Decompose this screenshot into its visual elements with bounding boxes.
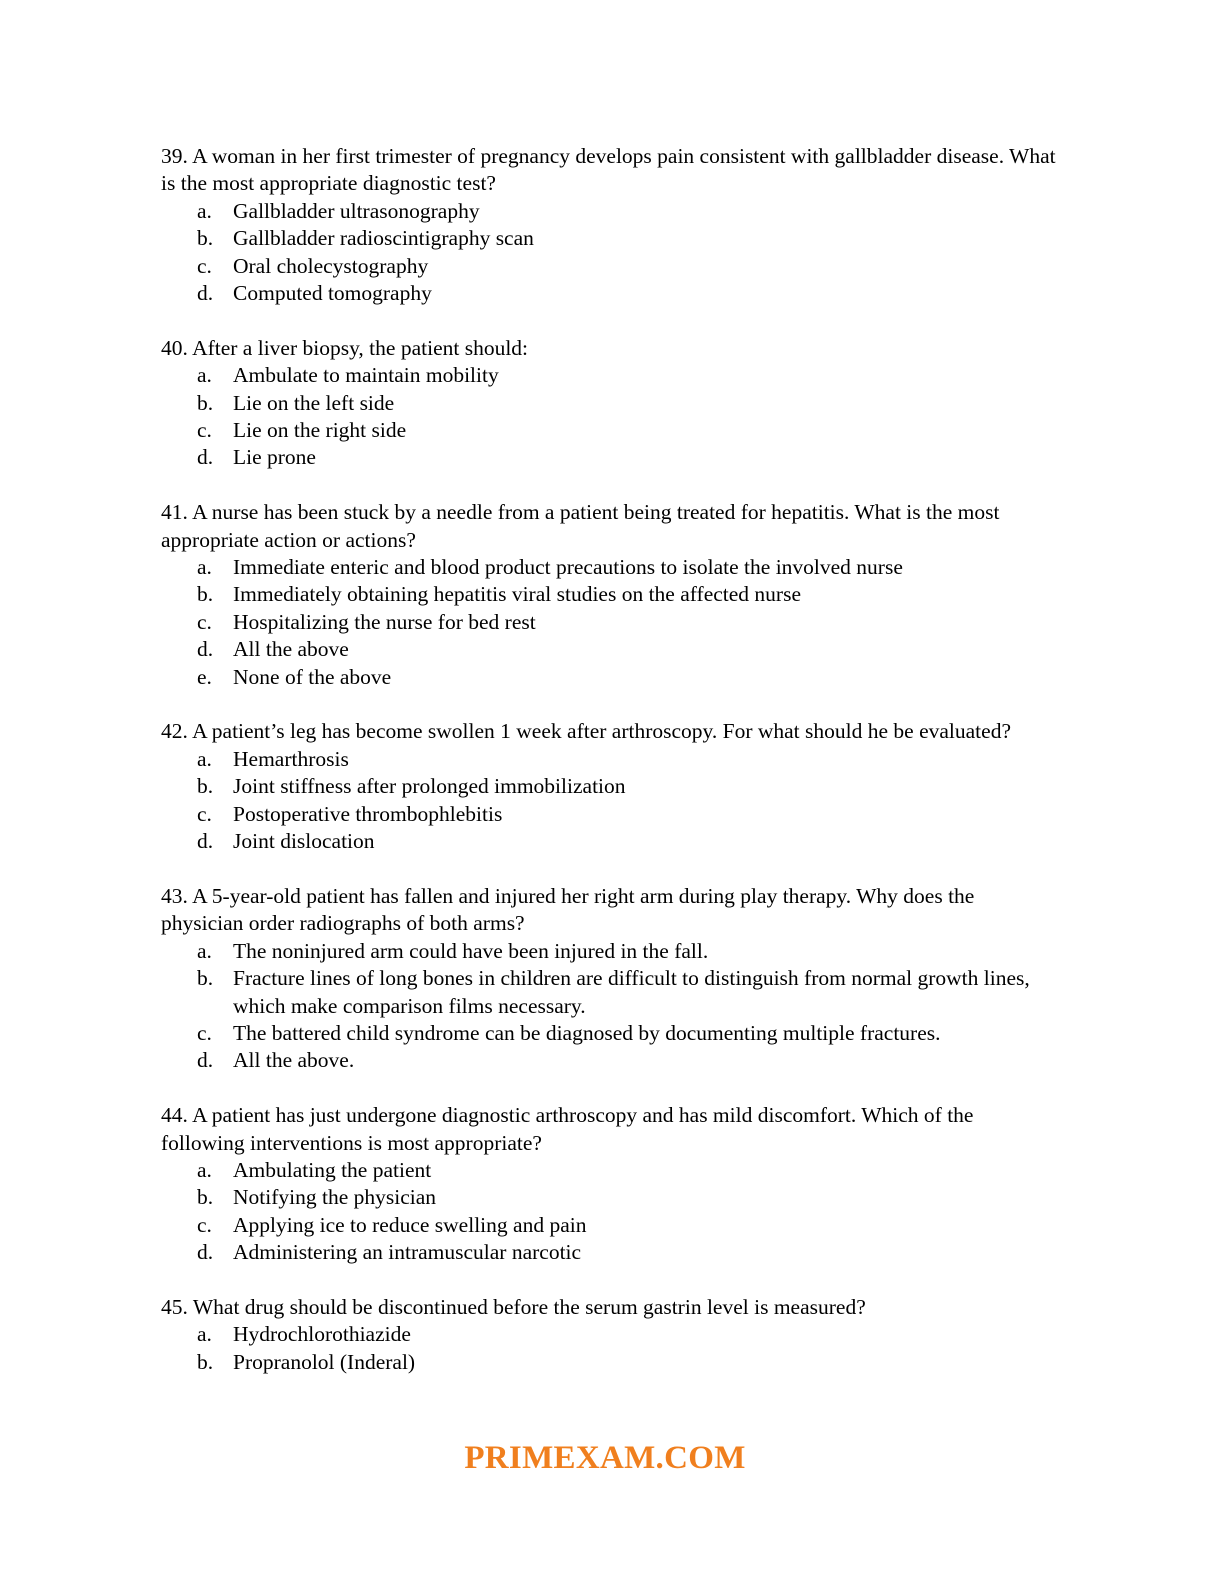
option-letter: b. xyxy=(197,1185,214,1210)
option-text: Ambulate to maintain mobility xyxy=(233,363,499,388)
option-item xyxy=(161,390,1061,417)
option-list xyxy=(161,198,1061,308)
option-item xyxy=(161,225,1061,252)
option-item xyxy=(161,198,1061,225)
question-stem: 42. A patient’s leg has become swollen 1 week after arthroscopy. For what should he be evaluated? xyxy=(161,719,1011,744)
option-text: Hemarthrosis xyxy=(233,746,349,771)
option-text: Lie prone xyxy=(233,445,316,470)
option-letter: c. xyxy=(197,1020,212,1045)
option-letter: b. xyxy=(197,226,214,251)
option-letter: a. xyxy=(197,363,212,388)
option-list xyxy=(161,1321,1061,1376)
option-item xyxy=(161,938,1061,965)
option-item xyxy=(161,1349,1061,1376)
option-item xyxy=(161,1047,1061,1074)
option-letter: a. xyxy=(197,1322,212,1347)
option-item xyxy=(161,965,1061,1020)
question-42 xyxy=(161,718,1061,855)
option-item xyxy=(161,1184,1061,1211)
option-letter: c. xyxy=(197,418,212,443)
option-letter: a. xyxy=(197,746,212,771)
option-text: Hospitalizing the nurse for bed rest xyxy=(233,609,536,634)
option-text: The noninjured arm could have been injured in the fall. xyxy=(233,938,709,963)
option-letter: b. xyxy=(197,966,214,991)
option-item xyxy=(161,1157,1061,1184)
option-item xyxy=(161,664,1061,691)
option-letter: c. xyxy=(197,801,212,826)
option-text: Postoperative thrombophlebitis xyxy=(233,801,503,826)
option-list xyxy=(161,1157,1061,1267)
question-39 xyxy=(161,143,1061,307)
question-43 xyxy=(161,883,1061,1075)
option-text: Joint stiffness after prolonged immobilization xyxy=(233,774,626,799)
option-item xyxy=(161,581,1061,608)
question-stem: 39. A woman in her first trimester of pregnancy develops pain consistent with gallbladder disease. What is the most appropriate diagnostic test? xyxy=(161,144,1056,196)
option-item xyxy=(161,554,1061,581)
question-41 xyxy=(161,499,1061,691)
option-letter: d. xyxy=(197,1240,214,1265)
option-item xyxy=(161,253,1061,280)
option-text: None of the above xyxy=(233,664,392,689)
option-text: Fracture lines of long bones in children are difficult to distinguish from normal growth lines, which make comparison films necessary. xyxy=(233,966,1030,1018)
option-letter: b. xyxy=(197,390,214,415)
question-stem: 43. A 5-year-old patient has fallen and injured her right arm during play therapy. Why does the physician order radiographs of both arms? xyxy=(161,883,975,936)
option-text: Gallbladder ultrasonography xyxy=(233,198,480,223)
question-stem: 44. A patient has just undergone diagnostic arthroscopy and has mild discomfort. Which of the following interventions is most appropriate? xyxy=(161,1103,974,1155)
option-letter: d. xyxy=(197,1048,214,1073)
option-text: Immediate enteric and blood product precautions to isolate the involved nurse xyxy=(233,555,903,580)
option-text: Hydrochlorothiazide xyxy=(233,1322,411,1347)
option-letter: c. xyxy=(197,253,212,278)
question-stem: 41. A nurse has been stuck by a needle from a patient being treated for hepatitis. What is the most appropriate action or actions? xyxy=(161,500,1000,552)
option-item xyxy=(161,362,1061,389)
option-letter: d. xyxy=(197,281,214,306)
option-text: Applying ice to reduce swelling and pain xyxy=(233,1212,587,1237)
question-list xyxy=(161,143,1061,1376)
question-44 xyxy=(161,1102,1061,1266)
option-item xyxy=(161,444,1061,471)
option-item xyxy=(161,1020,1061,1047)
option-item xyxy=(161,1212,1061,1239)
option-text: The battered child syndrome can be diagnosed by documenting multiple fractures. xyxy=(233,1020,941,1045)
question-40 xyxy=(161,335,1061,472)
question-45 xyxy=(161,1294,1061,1376)
option-item xyxy=(161,828,1061,855)
option-letter: b. xyxy=(197,582,214,607)
option-text: Immediately obtaining hepatitis viral studies on the affected nurse xyxy=(233,582,801,607)
option-item xyxy=(161,609,1061,636)
option-item xyxy=(161,280,1061,307)
question-stem: 45. What drug should be discontinued before the serum gastrin level is measured? xyxy=(161,1294,866,1319)
option-text: Lie on the right side xyxy=(233,418,407,443)
footer-watermark: PRIMEXAM.COM xyxy=(464,1440,746,1476)
option-letter: d. xyxy=(197,637,214,662)
option-text: Administering an intramuscular narcotic xyxy=(233,1240,582,1265)
question-stem: 40. After a liver biopsy, the patient should: xyxy=(161,335,529,360)
option-letter: a. xyxy=(197,938,212,963)
option-list xyxy=(161,746,1061,856)
option-letter: a. xyxy=(197,198,212,223)
option-letter: d. xyxy=(197,445,214,470)
option-item xyxy=(161,1239,1061,1266)
option-text: Gallbladder radioscintigraphy scan xyxy=(233,226,534,251)
option-letter: c. xyxy=(197,1212,212,1237)
option-item xyxy=(161,801,1061,828)
option-text: Joint dislocation xyxy=(233,829,375,854)
option-letter: b. xyxy=(197,774,214,799)
option-letter: e. xyxy=(197,664,212,689)
option-text: All the above xyxy=(233,637,349,662)
option-text: Notifying the physician xyxy=(233,1185,437,1210)
option-item xyxy=(161,1321,1061,1348)
option-letter: d. xyxy=(197,829,214,854)
option-list xyxy=(161,938,1061,1075)
option-text: Propranolol (Inderal) xyxy=(233,1349,416,1374)
option-list xyxy=(161,362,1061,472)
option-text: Lie on the left side xyxy=(233,390,395,415)
option-item xyxy=(161,773,1061,800)
option-letter: a. xyxy=(197,1157,212,1182)
option-text: Ambulating the patient xyxy=(233,1157,432,1182)
option-item xyxy=(161,417,1061,444)
option-letter: c. xyxy=(197,609,212,634)
option-text: Oral cholecystography xyxy=(233,253,429,278)
option-item xyxy=(161,636,1061,663)
option-text: All the above. xyxy=(233,1048,355,1073)
option-letter: b. xyxy=(197,1349,214,1374)
option-letter: a. xyxy=(197,555,212,580)
option-item xyxy=(161,746,1061,773)
option-text: Computed tomography xyxy=(233,281,432,306)
option-list xyxy=(161,554,1061,691)
